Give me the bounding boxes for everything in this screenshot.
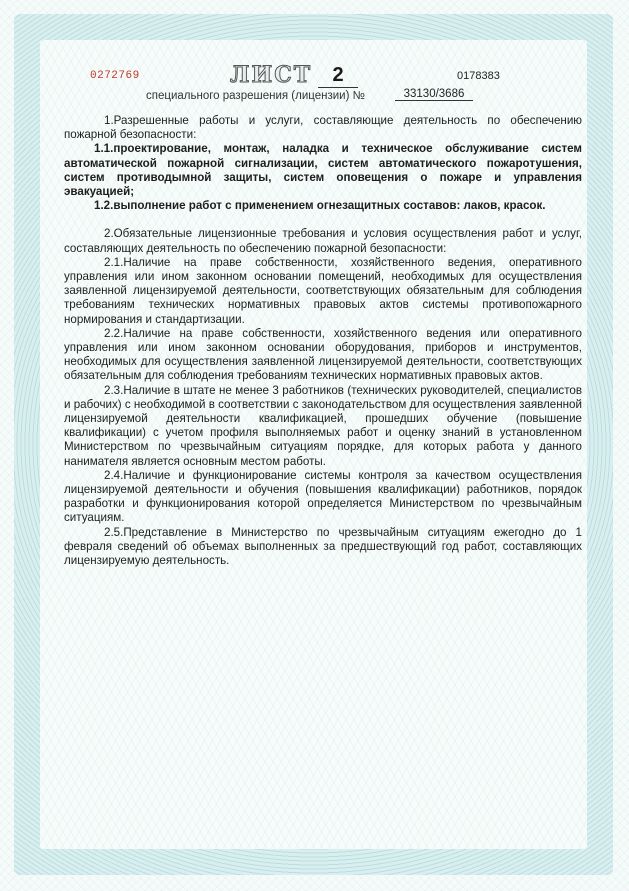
section-2-intro: 2.Обязательные лицензионные требования и условия осуществления работ и услуг, составляющих деятельность по обеспечению пожарной безопасности:: [64, 227, 582, 255]
sheet-number: 2: [318, 64, 358, 88]
item-2-5: 2.5.Представление в Министерство по чрезвычайным ситуациям ежегодно до 1 февраля сведений об объемах выполненных за предшествующий год работ, составляющих лицензируемую деятельность.: [64, 525, 582, 568]
item-2-3: 2.3.Наличие в штате не менее 3 работников (технических руководителей, специалистов и рабочих) с необходимой в соответствии с законодательством для осуществления заявленной лицензируемой деятельности квалификацией, прошедших обучение (повышение квалификации) с учетом профиля выполняемых работ и оценку знаний в установленном Министерством по чрезвычайным ситуациям порядке, для которых работа у данного нанимателя является основным местом работы.: [64, 383, 582, 468]
item-1-1: 1.1.проектирование, монтаж, наладка и техническое обслуживание систем автоматической пожарной сигнализации, систем автоматического пожаротушения, систем противодымной защиты, систем оповещения о пожаре и управления эвакуацией;: [64, 142, 582, 199]
sheet-title: ЛИСТ: [230, 62, 313, 88]
item-2-4: 2.4.Наличие и функционирование системы контроля за качеством осуществления лицензируемой деятельности и обучения (повышения квалификации) работников, порядок разработки и функционирования которой определяется Министерством по чрезвычайным ситуациям.: [64, 468, 582, 525]
serial-number-left: 0272769: [90, 70, 140, 82]
serial-number-right: 0178383: [457, 70, 500, 82]
item-2-2: 2.2.Наличие на праве собственности, хозяйственного ведения или оперативного управления или ином законном основании оборудования, приборов и инструментов, необходимых для осуществления заявленной лицензируемой деятельности, соответствующих обязательным для соблюдения требованиям технических нормативных правовых актов.: [64, 326, 582, 383]
license-number: 33130/3686: [395, 88, 473, 101]
section-1-intro: 1.Разрешенные работы и услуги, составляющие деятельность по обеспечению пожарной безопасности:: [64, 114, 582, 142]
subtitle: специального разрешения (лицензии) №: [146, 90, 365, 102]
item-2-1: 2.1.Наличие на праве собственности, хозяйственного ведения, оперативного управления или ином законном основании помещений, необходимых для осуществления заявленной лицензируемой деятельности, соответствующих обязательным для соблюдения требованиям технических нормативных правовых актов системы противопожарного нормирования и стандартизации.: [64, 255, 582, 326]
item-1-2: 1.2.выполнение работ с применением огнезащитных составов: лаков, красок.: [94, 199, 546, 213]
document-body: [64, 114, 582, 568]
